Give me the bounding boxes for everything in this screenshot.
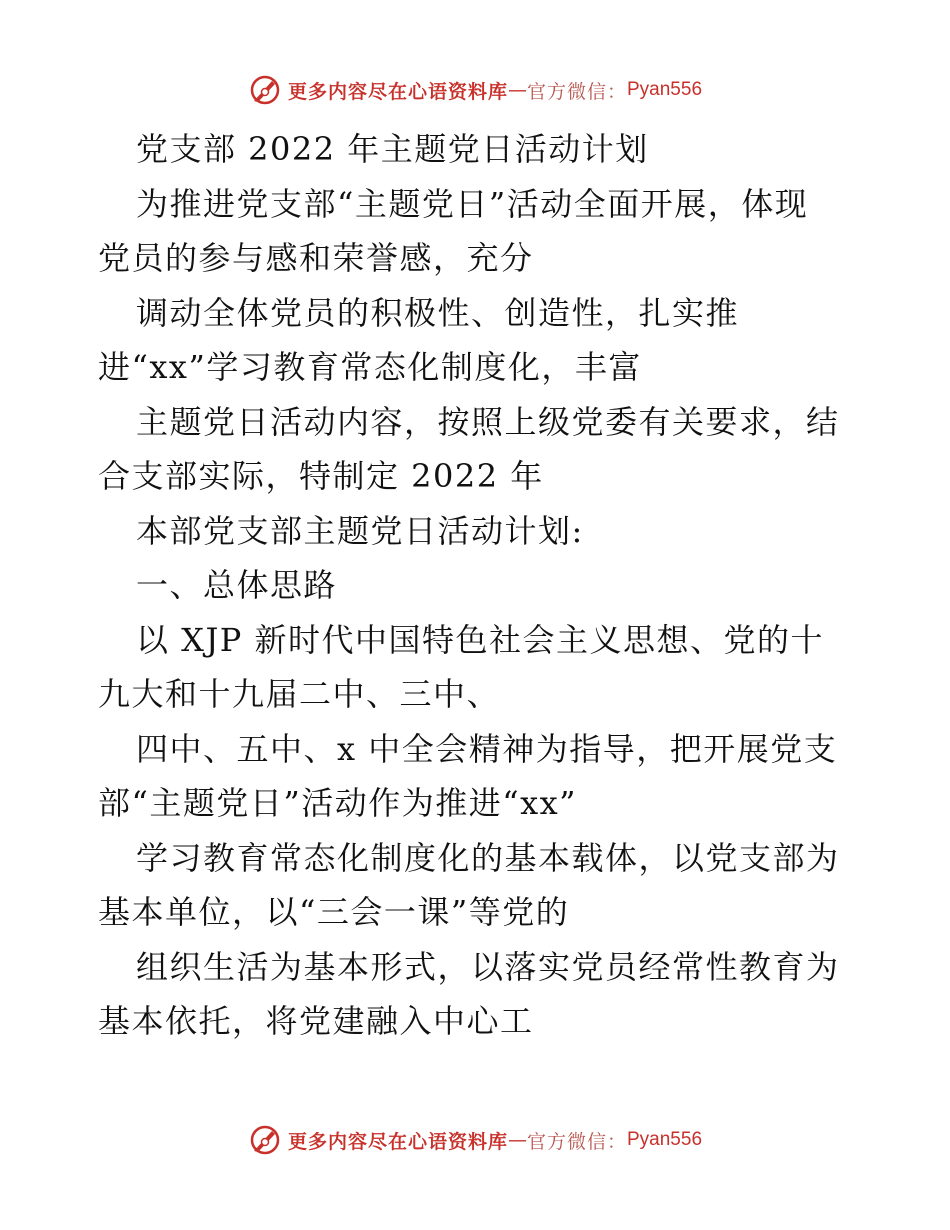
watermark-id: Pyan556 (627, 79, 703, 100)
watermark-dash: — (507, 79, 527, 101)
paragraph-line: 调动全体党员的积极性、创造性，扎实推 (136, 293, 740, 332)
paragraph-line: 组织生活为基本形式，以落实党员经常性教育为 (136, 947, 840, 986)
paragraph-line: 以 XJP 新时代中国特色社会主义思想、党的十 (136, 620, 824, 659)
watermark-main-text: 更多内容尽在心语资料库 (287, 1130, 508, 1153)
paragraph-line: 合支部实际，特制定 2022 年 (98, 457, 544, 495)
paragraph-line: 部“主题党日”活动作为推进“xx” (98, 784, 578, 822)
paragraph-line: 主题党日活动内容，按照上级党委有关要求，结 (136, 402, 840, 441)
watermark-id: Pyan556 (627, 1129, 703, 1150)
paragraph-line: 进“xx”学习教育常态化制度化，丰富 (98, 348, 642, 386)
watermark-dash: — (507, 1129, 527, 1151)
paragraph-line: 本部党支部主题党日活动计划: (136, 511, 584, 550)
document-title: 党支部 2022 年主题党日活动计划 (136, 130, 649, 168)
document-body (98, 122, 858, 1049)
footer-watermark (0, 1120, 950, 1160)
paragraph-line: 为推进党支部“主题党日”活动全面开展，体现 (136, 184, 809, 223)
watermark-main-text: 更多内容尽在心语资料库 (287, 80, 508, 103)
paragraph-line: 基本单位，以“三会一课”等党的 (98, 893, 570, 931)
paragraph-line: 党员的参与感和荣誉感，充分 (98, 239, 534, 277)
section-heading: 一、总体思路 (136, 566, 338, 604)
paragraph-line: 学习教育常态化制度化的基本载体，以党支部为 (136, 838, 840, 877)
paragraph-line: 基本依托，将党建融入中心工 (98, 1002, 534, 1040)
quill-logo-icon (248, 73, 282, 107)
watermark-sub-text: 官方微信： (526, 80, 627, 103)
paragraph-line: 九大和十九届二中、三中、 (98, 675, 501, 713)
paragraph-line: 四中、五中、x 中全会精神为指导，把开展党支 (136, 729, 838, 768)
watermark-sub-text: 官方微信： (526, 1130, 627, 1153)
header-watermark (0, 70, 950, 110)
quill-logo-icon (248, 1123, 282, 1157)
